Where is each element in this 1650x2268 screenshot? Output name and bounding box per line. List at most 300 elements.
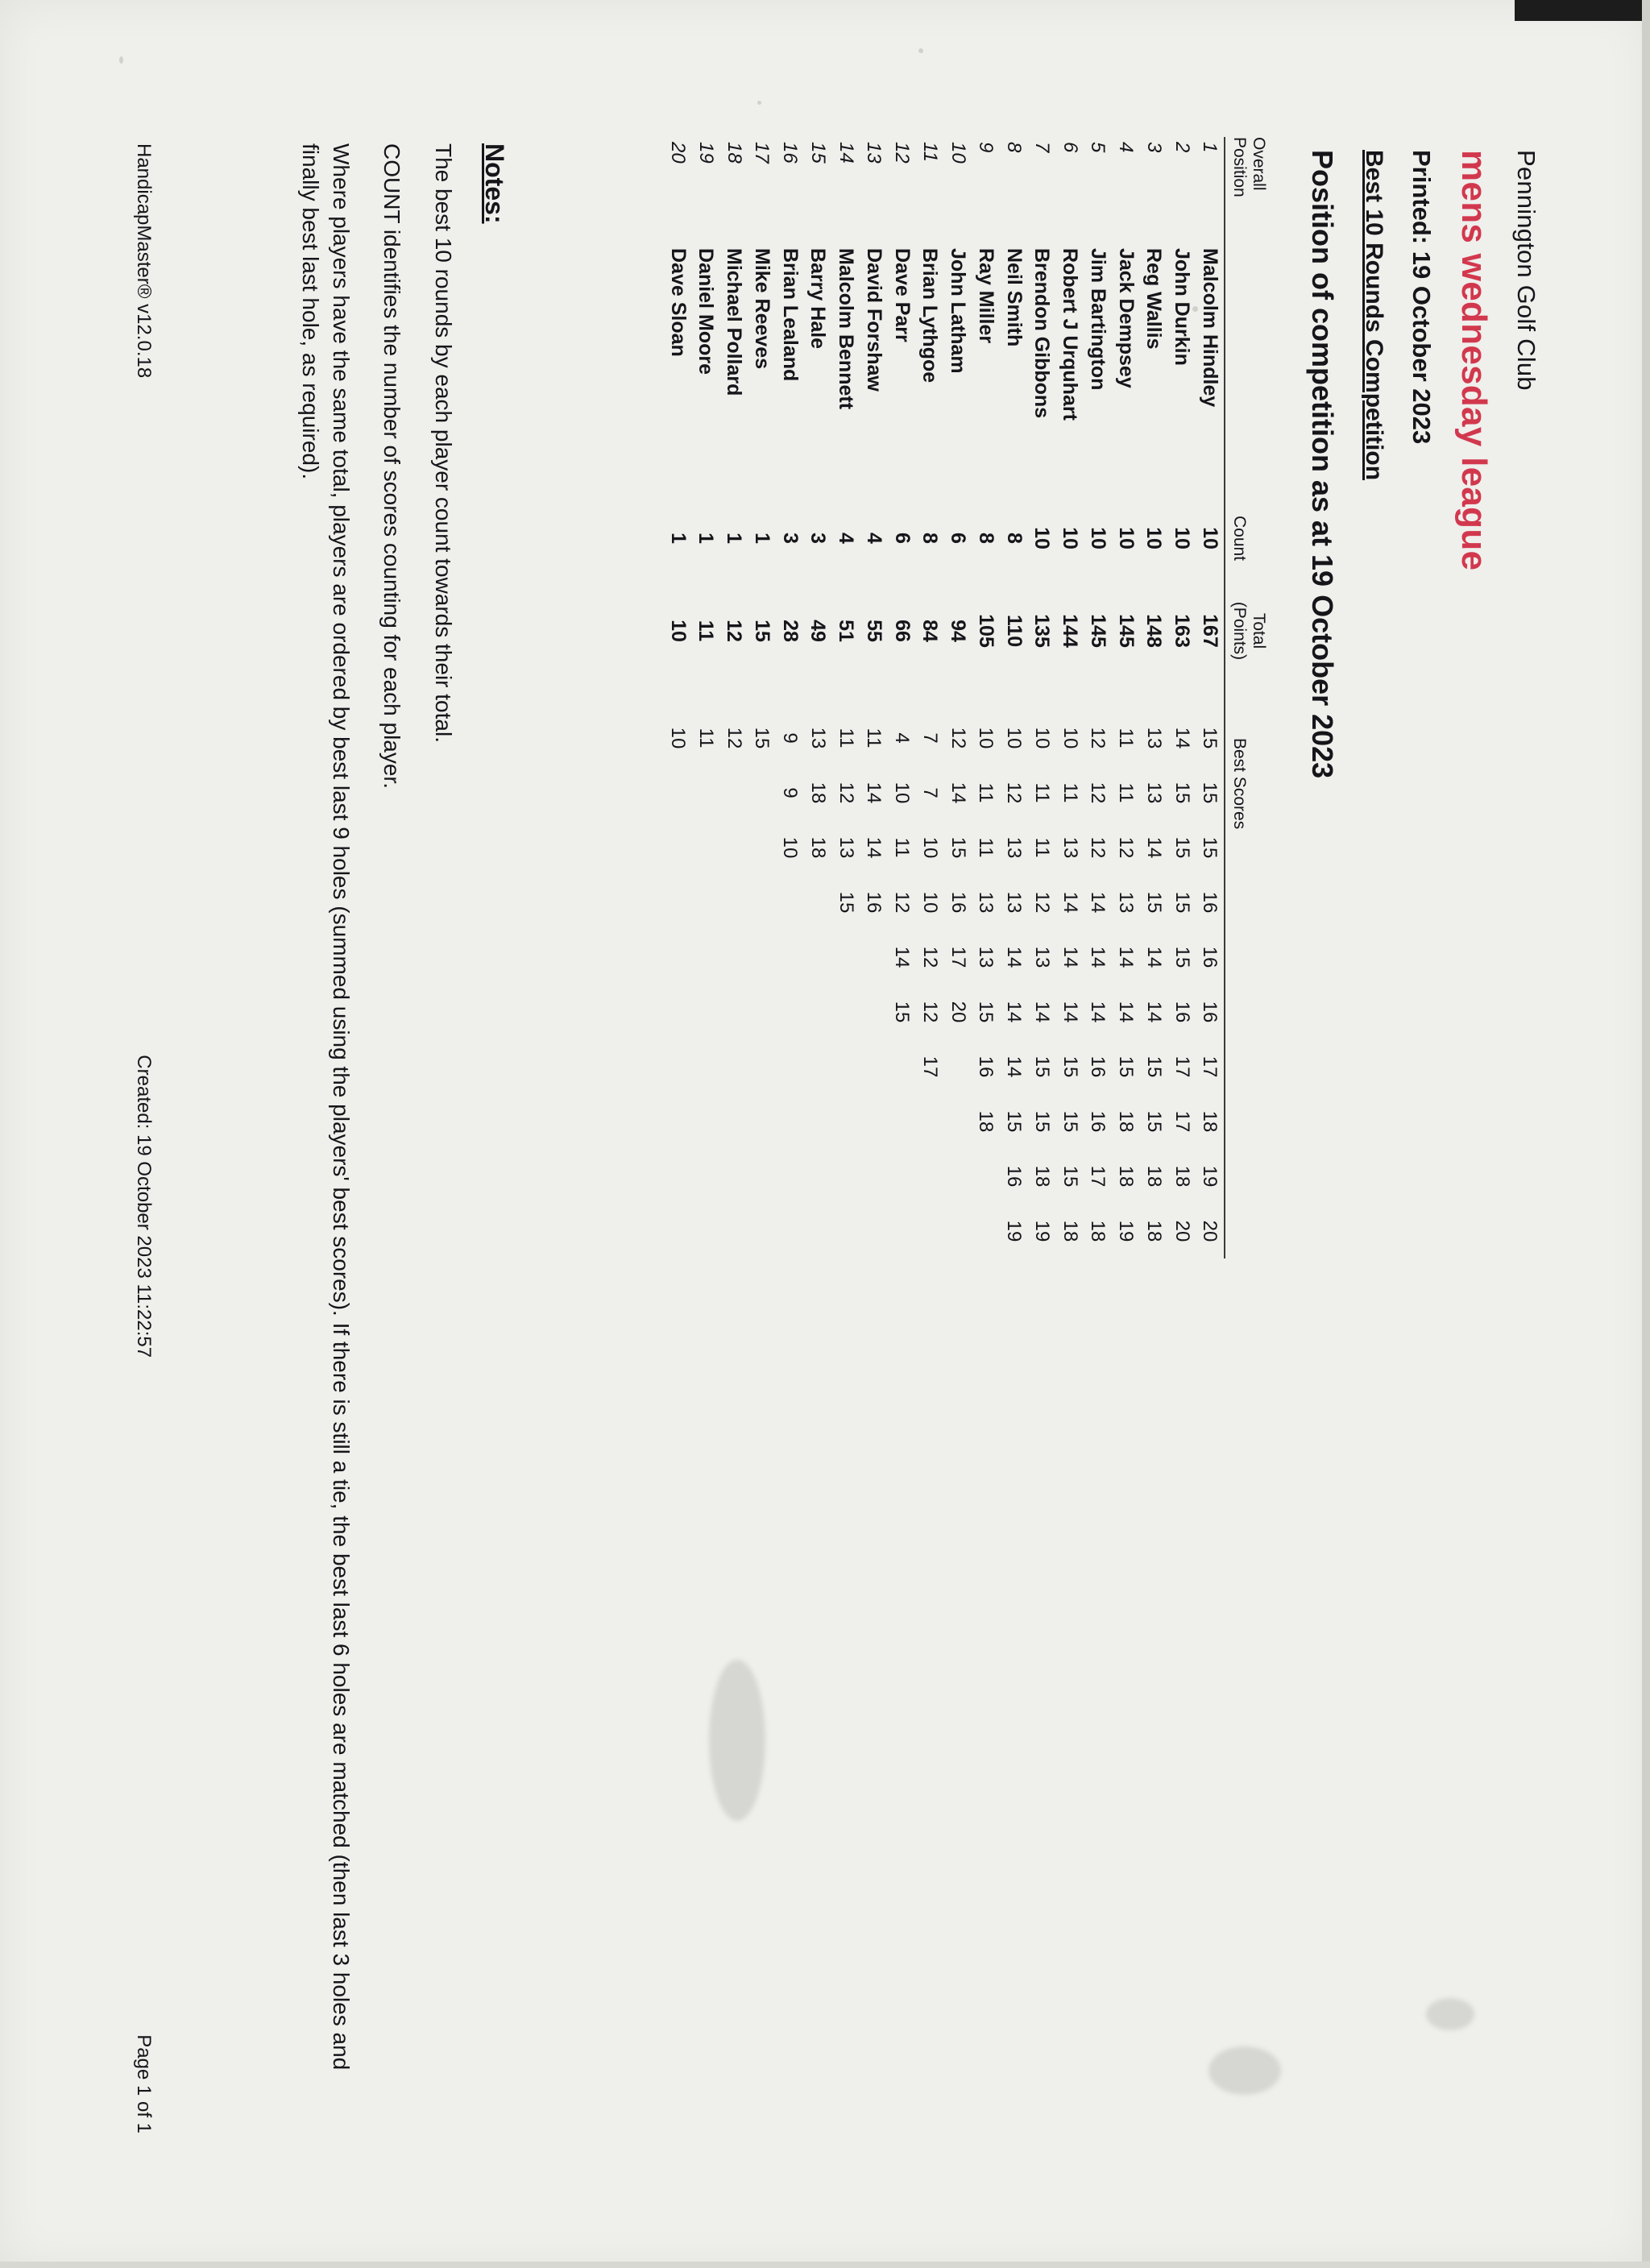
cell-spacer	[888, 680, 916, 711]
cell-count: 4	[835, 532, 858, 544]
table-row	[1055, 137, 1084, 1258]
cell-player-name: Jim Bartington	[1086, 247, 1109, 390]
cell-score	[692, 1204, 720, 1258]
cell-score: 16	[1003, 1165, 1026, 1187]
cell-score	[943, 1204, 972, 1258]
cell-total: 110	[1002, 614, 1026, 647]
cell-score	[831, 1039, 860, 1094]
cell-score	[831, 930, 860, 985]
table-row	[804, 137, 832, 1258]
cell-score: 12	[1003, 782, 1026, 803]
cell-score: 13	[1115, 891, 1138, 913]
cell-score: 14	[1142, 1001, 1165, 1022]
header-player-name	[1225, 243, 1268, 495]
cell-score	[664, 1094, 692, 1149]
cell-count: 6	[947, 532, 970, 544]
cell-score: 15	[975, 1001, 997, 1022]
header-spacer	[1225, 680, 1268, 711]
cell-score	[776, 985, 804, 1039]
cell-total: 135	[1030, 613, 1054, 648]
cell-score: 12	[1087, 782, 1109, 803]
table-row	[1028, 137, 1056, 1258]
cell-score	[748, 985, 776, 1039]
cell-score: 14	[1059, 891, 1081, 913]
cell-spacer	[804, 680, 832, 711]
cell-score: 18	[1087, 1220, 1109, 1242]
cell-score: 19	[1199, 1165, 1221, 1187]
cell-score: 9	[779, 732, 802, 744]
cell-player-name: Neil Smith	[1002, 247, 1026, 346]
cell-score: 15	[1030, 1110, 1053, 1132]
cell-spacer	[860, 680, 888, 711]
table-row	[776, 137, 804, 1258]
cell-score: 19	[1030, 1220, 1053, 1242]
cell-score: 14	[1142, 946, 1165, 968]
cell-score: 20	[1199, 1220, 1221, 1242]
cell-score: 13	[1142, 782, 1165, 803]
cell-spacer	[1112, 680, 1140, 711]
cell-score	[776, 1039, 804, 1094]
cell-total: 105	[974, 613, 997, 648]
cell-score: 14	[947, 782, 969, 803]
cell-score	[692, 985, 720, 1039]
table-row	[1084, 137, 1112, 1258]
cell-score	[719, 875, 748, 930]
cell-total: 28	[778, 619, 802, 642]
cell-score: 15	[1171, 836, 1193, 858]
cell-score: 14	[1003, 1055, 1026, 1077]
cell-score: 11	[1030, 782, 1053, 802]
cell-score: 15	[835, 891, 857, 913]
cell-score: 7	[918, 732, 941, 744]
cell-score	[831, 1149, 860, 1204]
results-table-wrapper	[664, 137, 1268, 2151]
cell-score: 14	[1087, 891, 1109, 913]
cell-player-name: Dave Parr	[890, 247, 914, 342]
table-row	[748, 137, 776, 1258]
cell-score	[916, 1149, 944, 1204]
cell-spacer	[943, 680, 972, 711]
cell-score: 18	[1199, 1110, 1221, 1132]
cell-player-name: John Durkin	[1171, 247, 1194, 366]
table-row	[888, 137, 916, 1258]
cell-total: 51	[835, 619, 858, 642]
cell-score	[664, 820, 692, 875]
cell-score: 16	[1199, 1001, 1221, 1022]
cell-score: 15	[1199, 836, 1221, 858]
cell-score	[972, 1204, 1000, 1258]
cell-score: 13	[1142, 727, 1165, 748]
cell-score: 18	[1030, 1165, 1053, 1187]
cell-spacer	[719, 680, 748, 711]
cell-score	[804, 1094, 832, 1149]
cell-player-name: Brendon Gibbons	[1030, 247, 1054, 418]
cell-total: 145	[1086, 613, 1109, 648]
cell-score: 15	[1115, 1055, 1138, 1077]
cell-player-name: Michael Pollard	[723, 247, 746, 396]
cell-score	[719, 985, 748, 1039]
cell-score	[943, 1094, 972, 1149]
cell-score: 15	[1171, 946, 1193, 968]
cell-score: 11	[863, 728, 885, 748]
cell-score	[719, 765, 748, 820]
cell-score: 13	[806, 727, 829, 748]
footer-created: Created: 19 October 2023 11:22:57	[133, 1054, 155, 1358]
table-row	[692, 137, 720, 1258]
cell-score: 15	[1003, 1110, 1026, 1132]
cell-score: 13	[975, 891, 997, 913]
cell-score: 17	[918, 1055, 941, 1077]
cell-score: 14	[891, 946, 914, 968]
club-name: Pennington Golf Club	[1512, 149, 1540, 391]
cell-spacer	[664, 680, 692, 711]
cell-score: 12	[947, 727, 969, 748]
cell-score: 17	[947, 946, 969, 968]
cell-score: 13	[1003, 891, 1026, 913]
cell-score	[692, 820, 720, 875]
cell-score	[860, 1204, 888, 1258]
cell-score	[719, 930, 748, 985]
table-row	[943, 137, 972, 1258]
cell-score: 18	[1142, 1220, 1165, 1242]
cell-score	[748, 1039, 776, 1094]
cell-spacer	[1196, 680, 1225, 711]
cell-score: 11	[835, 728, 857, 748]
cell-score: 15	[1199, 727, 1221, 748]
cell-score: 11	[1115, 728, 1138, 748]
cell-score: 11	[891, 837, 914, 857]
cell-total: 167	[1198, 613, 1221, 648]
cell-score: 10	[667, 727, 690, 748]
cell-score	[664, 1204, 692, 1258]
cell-score	[664, 875, 692, 930]
cell-position: 4	[1115, 141, 1138, 152]
cell-player-name: Reg Wallis	[1142, 247, 1166, 349]
cell-score	[748, 1204, 776, 1258]
cell-score	[776, 1094, 804, 1149]
cell-score	[776, 1204, 804, 1258]
cell-score: 15	[1171, 891, 1193, 913]
printed-date: Printed: 19 October 2023	[1407, 149, 1436, 444]
cell-score: 11	[1059, 782, 1081, 802]
cell-total: 15	[750, 619, 773, 642]
results-table	[664, 137, 1268, 1258]
cell-score: 12	[918, 946, 941, 968]
cell-score: 16	[1087, 1110, 1109, 1132]
cell-score	[831, 1094, 860, 1149]
cell-count: 1	[666, 532, 690, 544]
cell-score: 10	[975, 727, 997, 748]
table-row	[1112, 137, 1140, 1258]
cell-score	[748, 765, 776, 820]
cell-player-name: Barry Hale	[806, 247, 830, 349]
table-row	[664, 137, 692, 1258]
cell-position: 2	[1171, 141, 1193, 152]
cell-score	[692, 765, 720, 820]
cell-score: 16	[975, 1055, 997, 1077]
cell-count: 1	[694, 532, 718, 544]
cell-player-name: Brian Lythgoe	[918, 247, 942, 383]
cell-count: 1	[750, 532, 773, 544]
cell-spacer	[692, 680, 720, 711]
cell-score	[719, 1039, 748, 1094]
cell-player-name: Jack Dempsey	[1114, 247, 1138, 388]
cell-score: 14	[1115, 1001, 1138, 1022]
cell-score: 9	[779, 786, 802, 798]
cell-score: 4	[891, 732, 914, 744]
cell-player-name: Brian Lealand	[778, 247, 802, 381]
cell-score	[888, 1094, 916, 1149]
cell-score	[692, 875, 720, 930]
cell-score	[719, 820, 748, 875]
cell-score	[664, 985, 692, 1039]
cell-total: 49	[806, 619, 830, 642]
cell-spacer	[748, 680, 776, 711]
cell-score: 13	[1003, 836, 1026, 858]
cell-score	[748, 1149, 776, 1204]
cell-score: 16	[1087, 1055, 1109, 1077]
cell-score: 18	[806, 782, 829, 803]
cell-score: 14	[1059, 1001, 1081, 1022]
cell-score: 18	[1142, 1165, 1165, 1187]
cell-score	[664, 930, 692, 985]
cell-score: 15	[1059, 1055, 1081, 1077]
cell-total: 84	[918, 619, 942, 642]
cell-score	[916, 1204, 944, 1258]
cell-score	[748, 875, 776, 930]
cell-score: 15	[947, 836, 969, 858]
cell-position: 20	[667, 141, 690, 164]
header-overall-line2: Position	[1230, 136, 1250, 197]
cell-position: 8	[1003, 141, 1026, 152]
cell-score: 18	[1059, 1220, 1081, 1242]
table-row	[1196, 137, 1225, 1258]
cell-score: 14	[1030, 1001, 1053, 1022]
cell-position: 6	[1059, 141, 1081, 152]
cell-score	[860, 1094, 888, 1149]
cell-score: 15	[751, 727, 773, 748]
cell-score	[943, 1039, 972, 1094]
cell-score	[888, 1204, 916, 1258]
cell-score: 17	[1087, 1165, 1109, 1187]
cell-score: 10	[918, 891, 941, 913]
cell-score: 14	[1003, 1001, 1026, 1022]
cell-score	[860, 1039, 888, 1094]
cell-score	[748, 820, 776, 875]
cell-score: 11	[1030, 837, 1053, 857]
cell-player-name: Ray Miller	[974, 247, 997, 343]
cell-score: 20	[1171, 1220, 1193, 1242]
cell-total: 55	[862, 619, 885, 642]
cell-total: 145	[1114, 613, 1138, 648]
cell-score: 17	[1171, 1110, 1193, 1132]
cell-score: 16	[1199, 891, 1221, 913]
cell-score: 14	[1142, 836, 1165, 858]
cell-position: 16	[779, 141, 802, 164]
cell-position: 15	[806, 141, 829, 164]
cell-score	[692, 1039, 720, 1094]
cell-count: 8	[974, 532, 997, 544]
cell-score	[860, 930, 888, 985]
scan-bottom-edge	[0, 2262, 1650, 2268]
cell-score	[804, 875, 832, 930]
cell-score	[831, 1204, 860, 1258]
table-row	[1000, 137, 1028, 1258]
cell-player-name: Malcolm Bennett	[835, 247, 858, 409]
cell-position: 11	[918, 141, 941, 162]
cell-score: 14	[863, 782, 885, 803]
cell-spacer	[916, 680, 944, 711]
cell-total: 144	[1059, 613, 1082, 648]
cell-score	[804, 930, 832, 985]
cell-score: 12	[918, 1001, 941, 1022]
cell-score	[719, 1204, 748, 1258]
cell-score: 18	[1115, 1110, 1138, 1132]
cell-score: 18	[806, 836, 829, 858]
cell-score: 15	[891, 1001, 914, 1022]
cell-score: 10	[1003, 727, 1026, 748]
cell-score	[804, 1039, 832, 1094]
cell-position: 5	[1087, 141, 1109, 152]
cell-score: 15	[1171, 782, 1193, 803]
cell-total: 66	[890, 619, 914, 642]
cell-spacer	[776, 680, 804, 711]
cell-score	[831, 985, 860, 1039]
cell-count: 8	[1002, 532, 1026, 544]
cell-spacer	[1140, 680, 1168, 711]
cell-score: 19	[1115, 1220, 1138, 1242]
cell-total: 10	[666, 619, 690, 642]
cell-score	[943, 1149, 972, 1204]
cell-score	[888, 1149, 916, 1204]
cell-score: 12	[1115, 836, 1138, 858]
cell-score: 15	[1059, 1165, 1081, 1187]
cell-count: 10	[1198, 526, 1221, 549]
cell-score	[664, 1149, 692, 1204]
page-footer	[132, 143, 155, 2133]
cell-score: 15	[1142, 1110, 1165, 1132]
cell-spacer	[1084, 680, 1112, 711]
cell-count: 10	[1059, 526, 1082, 549]
notes-title: Notes:	[480, 143, 509, 224]
cell-score: 18	[1115, 1165, 1138, 1187]
cell-total: 12	[723, 619, 746, 642]
cell-count: 10	[1142, 526, 1166, 549]
cell-player-name: Robert J Urquhart	[1059, 247, 1082, 421]
table-row	[1140, 137, 1168, 1258]
cell-score	[804, 985, 832, 1039]
cell-score: 17	[1199, 1055, 1221, 1077]
note-item: COUNT identifies the number of scores counting for each player.	[379, 143, 405, 789]
cell-score: 14	[1087, 1001, 1109, 1022]
scan-dark-edge	[1515, 0, 1650, 21]
cell-count: 6	[890, 532, 914, 544]
cell-score	[664, 1039, 692, 1094]
league-title: mens wednesday league	[1454, 149, 1494, 570]
cell-score	[748, 1094, 776, 1149]
table-row	[1167, 137, 1196, 1258]
cell-count: 4	[862, 532, 885, 544]
cell-count: 10	[1086, 526, 1109, 549]
cell-position: 18	[723, 141, 745, 164]
cell-position: 3	[1142, 141, 1165, 152]
cell-player-name: John Latham	[947, 247, 970, 374]
cell-score: 10	[1059, 727, 1081, 748]
cell-score: 11	[694, 728, 717, 748]
cell-spacer	[972, 680, 1000, 711]
document-page	[35, 31, 1615, 2238]
scan-right-edge	[1642, 0, 1650, 2268]
cell-position: 14	[835, 141, 857, 164]
cell-score: 13	[975, 946, 997, 968]
cell-score: 14	[1059, 946, 1081, 968]
cell-position: 19	[694, 141, 717, 164]
header-overall-line1: Overall	[1250, 136, 1268, 191]
cell-score: 18	[1171, 1165, 1193, 1187]
header-count: Count	[1225, 495, 1268, 582]
cell-spacer	[1167, 680, 1196, 711]
cell-total: 148	[1142, 613, 1166, 648]
table-row	[831, 137, 860, 1258]
cell-score	[776, 1149, 804, 1204]
cell-score	[719, 1094, 748, 1149]
cell-score: 7	[918, 786, 941, 798]
notes-section	[275, 143, 509, 2125]
cell-count: 1	[723, 532, 746, 544]
table-row	[916, 137, 944, 1258]
cell-score: 18	[975, 1110, 997, 1132]
cell-score: 16	[1171, 1001, 1193, 1022]
cell-score	[748, 930, 776, 985]
cell-spacer	[1028, 680, 1056, 711]
table-row	[860, 137, 888, 1258]
cell-score: 12	[835, 782, 857, 803]
cell-position: 13	[863, 141, 885, 164]
note-item: The best 10 rounds by each player count towards their total.	[431, 143, 456, 743]
cell-total: 94	[947, 619, 970, 642]
cell-score: 12	[891, 891, 914, 913]
cell-spacer	[831, 680, 860, 711]
cell-score: 12	[1087, 836, 1109, 858]
cell-score	[804, 1149, 832, 1204]
cell-count: 10	[1171, 526, 1194, 549]
cell-score: 14	[863, 836, 885, 858]
header-overall-position	[1225, 137, 1268, 243]
header-best-scores: Best Scores	[1225, 711, 1268, 1258]
cell-player-name: Dave Sloan	[666, 247, 690, 357]
cell-score	[916, 1094, 944, 1149]
cell-position: 1	[1199, 141, 1221, 152]
cell-spacer	[1000, 680, 1028, 711]
cell-spacer	[1055, 680, 1084, 711]
footer-software: HandicapMaster® v12.0.18	[133, 143, 155, 378]
cell-score: 19	[1003, 1220, 1026, 1242]
cell-score: 11	[975, 782, 997, 802]
cell-score: 13	[835, 836, 857, 858]
cell-total: 163	[1171, 613, 1194, 648]
cell-score: 15	[1142, 891, 1165, 913]
cell-score	[776, 930, 804, 985]
cell-score	[692, 1149, 720, 1204]
cell-score: 15	[1199, 782, 1221, 803]
cell-score	[692, 1094, 720, 1149]
cell-score: 15	[1059, 1110, 1081, 1132]
cell-position: 17	[751, 141, 773, 164]
header-total	[1225, 582, 1268, 680]
cell-score	[860, 985, 888, 1039]
cell-score: 20	[947, 1001, 969, 1022]
cell-player-name: Daniel Moore	[694, 247, 718, 375]
